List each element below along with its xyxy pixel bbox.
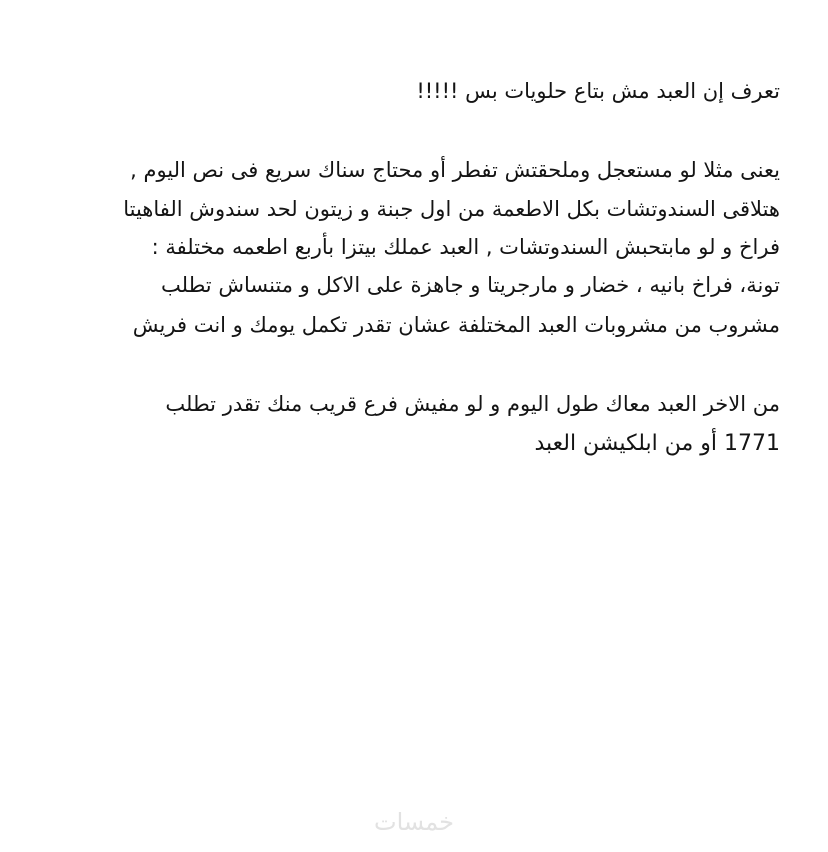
watermark-logo: خمسات xyxy=(373,808,455,836)
text-line: من الاخر العبد معاك طول اليوم و لو مفيش فرع قريب منك تقدر تطلب xyxy=(165,392,780,416)
text-line: تونة، فراخ بانيه ، خضار و مارجريتا و جاهزة على الاكل و متنساش تطلب xyxy=(161,273,780,297)
text-line: 1771 أو من ابلكيشن العبد xyxy=(534,431,780,456)
text-line: هتلاقى السندوتشات بكل الاطعمة من اول جبنة و زيتون لحد سندوش الفاهيتا xyxy=(123,197,780,221)
text-line: تعرف إن العبد مش بتاع حلويات بس !!!!! xyxy=(416,79,780,103)
text-line: مشروب من مشروبات العبد المختلفة عشان تقدر تكمل يومك و انت فريش xyxy=(132,313,780,337)
text-line: يعنى مثلا لو مستعجل وملحقتش تفطر أو محتاج سناك سريع فى نص اليوم , xyxy=(130,158,780,182)
text-line: فراخ و لو مابتحبش السندوتشات , العبد عملك بيتزا بأربع اطعمه مختلفة : xyxy=(151,235,780,259)
